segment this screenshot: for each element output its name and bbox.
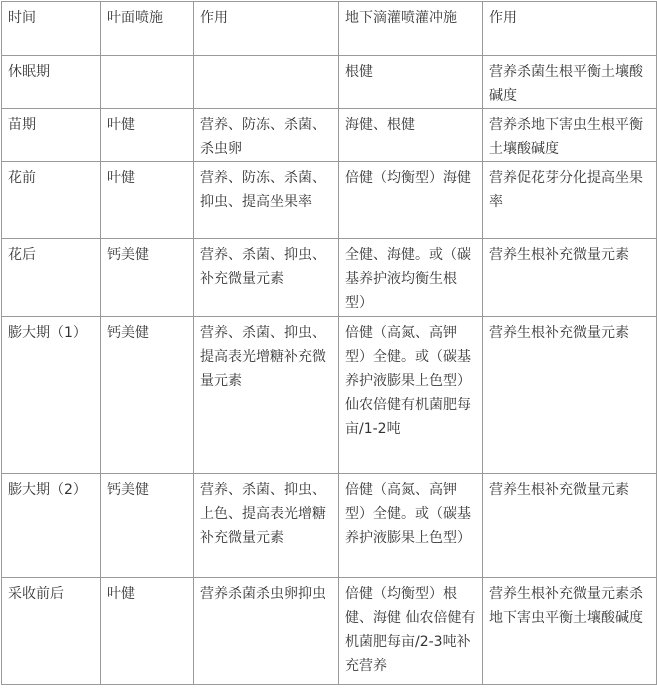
header-cell-drip-irrigation: 地下滴灌喷灌冲施 (339, 2, 483, 56)
cell-drip-irrigation: 海健、根健 (339, 109, 483, 162)
cell-effect (194, 56, 339, 109)
cell-effect: 营养杀菌杀虫卵抑虫 (194, 578, 339, 685)
cell-time: 膨大期（2） (2, 474, 101, 578)
table-row (2, 162, 657, 239)
cell-time: 苗期 (2, 109, 101, 162)
cell-effect: 营养、杀菌、抑虫、提高表光增糖补充微量元素 (194, 317, 339, 474)
cell-foliar-spray: 钙美健 (101, 239, 194, 317)
cell-effect-2: 营养生根补充微量元素 (483, 474, 657, 578)
cell-time: 花后 (2, 239, 101, 317)
cell-foliar-spray: 钙美健 (101, 317, 194, 474)
header-cell-effect-2: 作用 (483, 2, 657, 56)
cell-foliar-spray (101, 56, 194, 109)
cell-time: 休眠期 (2, 56, 101, 109)
cell-drip-irrigation: 倍健（高氮、高钾型）全健。或（碳基养护液膨果上色型）仙农倍健有机菌肥每亩/1-2吨 (339, 317, 483, 474)
cell-effect-2: 营养生根补充微量元素 (483, 317, 657, 474)
cell-time: 采收前后 (2, 578, 101, 685)
header-cell-time: 时间 (2, 2, 101, 56)
cell-effect: 营养、防冻、杀菌、杀虫卵 (194, 109, 339, 162)
cell-foliar-spray: 叶健 (101, 109, 194, 162)
table-row (2, 239, 657, 317)
table-row (2, 474, 657, 578)
cell-drip-irrigation: 倍健（高氮、高钾型）全健。或（碳基养护液膨果上色型） (339, 474, 483, 578)
cell-effect: 营养、防冻、杀菌、抑虫、提高坐果率 (194, 162, 339, 239)
cell-time: 花前 (2, 162, 101, 239)
table-header-row (2, 2, 657, 56)
table-row (2, 56, 657, 109)
cell-drip-irrigation: 全健、海健。或（碳基养护液均衡生根型） (339, 239, 483, 317)
cell-foliar-spray: 叶健 (101, 578, 194, 685)
table-row (2, 109, 657, 162)
cell-effect-2: 营养生根补充微量元素 (483, 239, 657, 317)
cell-effect-2: 营养杀地下害虫生根平衡土壤酸碱度 (483, 109, 657, 162)
cell-effect-2: 营养生根补充微量元素杀地下害虫平衡土壤酸碱度 (483, 578, 657, 685)
table-row (2, 578, 657, 685)
cell-effect-2: 营养杀菌生根平衡土壤酸碱度 (483, 56, 657, 109)
header-cell-foliar-spray: 叶面喷施 (101, 2, 194, 56)
cell-drip-irrigation: 倍健（均衡型）海健 (339, 162, 483, 239)
cell-time: 膨大期（1） (2, 317, 101, 474)
cell-foliar-spray: 钙美健 (101, 474, 194, 578)
cell-drip-irrigation: 根健 (339, 56, 483, 109)
cell-effect: 营养、杀菌、抑虫、补充微量元素 (194, 239, 339, 317)
header-cell-effect: 作用 (194, 2, 339, 56)
fertilization-schedule-table (1, 1, 657, 685)
cell-effect-2: 营养促花芽分化提高坐果率 (483, 162, 657, 239)
cell-effect: 营养、杀菌、抑虫、上色、提高表光增糖补充微量元素 (194, 474, 339, 578)
table-row (2, 317, 657, 474)
cell-drip-irrigation: 倍健（均衡型）根健、海健 仙农倍健有机菌肥每亩/2-3吨补充营养 (339, 578, 483, 685)
cell-foliar-spray: 叶健 (101, 162, 194, 239)
